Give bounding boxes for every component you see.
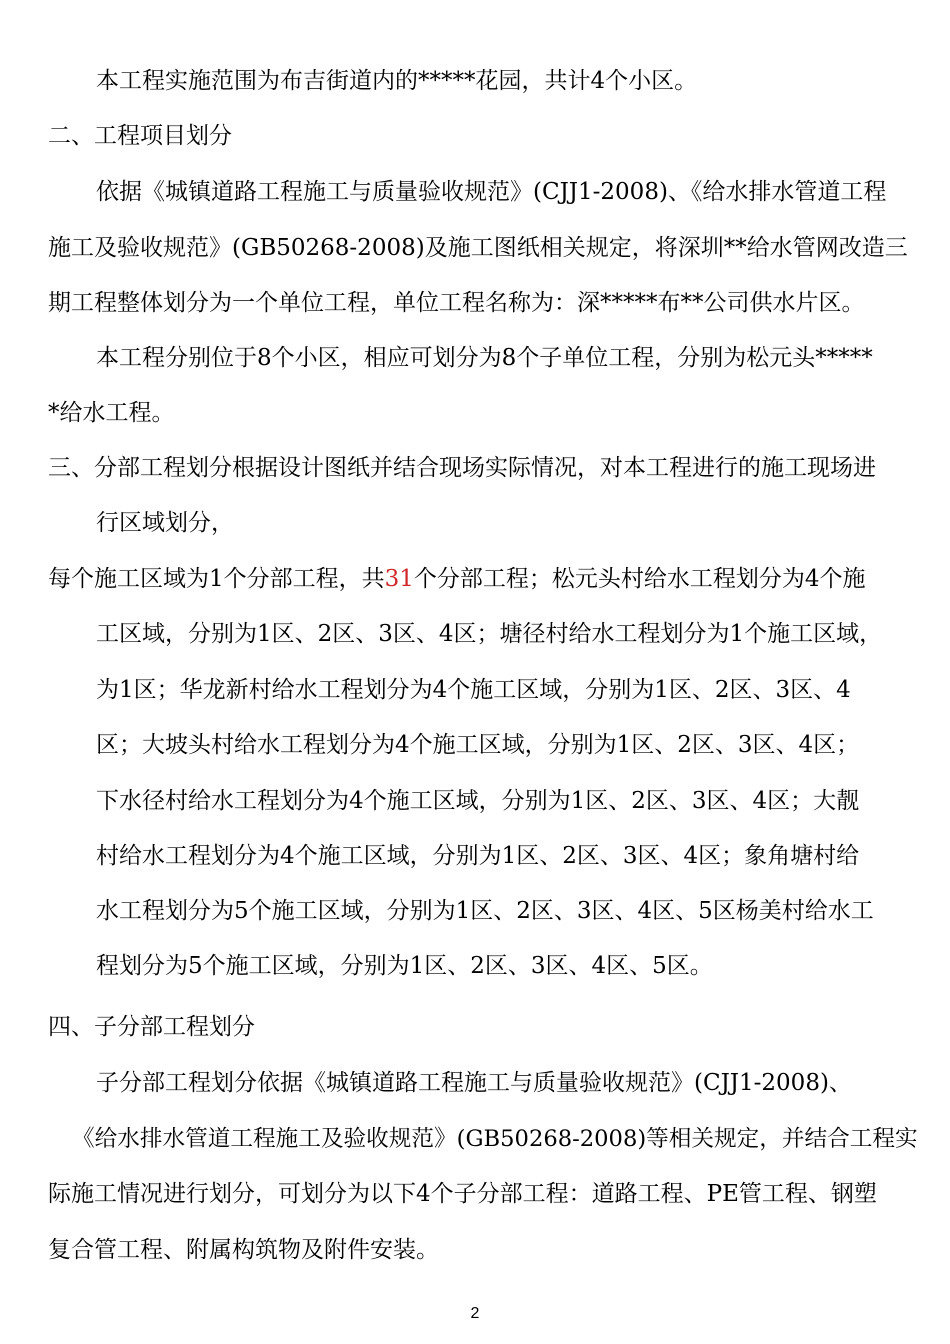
areas-text-before-count: 每个施工区域为1个分部工程，共 xyxy=(48,566,385,592)
paragraph-areas-line-2: 工区域，分别为1区、2区、3区、4区；塘径村给水工程划分为1个施工区域， xyxy=(96,621,883,647)
paragraph-sub-units-line-2: *给水工程。 xyxy=(48,400,175,426)
paragraph-sub-division-line-3: 际施工情况进行划分，可划分为以下4个子分部工程：道路工程、PE管工程、钢塑 xyxy=(48,1181,877,1207)
heading-sub-division: 四、子分部工程划分 xyxy=(48,1014,255,1040)
heading-division-works-line-2: 行区域划分， xyxy=(96,510,234,536)
paragraph-sub-division-line-1: 子分部工程划分依据《城镇道路工程施工与质量验收规范》(CJJ1-2008)、 xyxy=(96,1070,852,1096)
paragraph-basis-line-2: 施工及验收规范》(GB50268-2008)及施工图纸相关规定，将深圳**给水管网改造三 xyxy=(48,235,908,261)
paragraph-areas-line-3: 为1区；华龙新村给水工程划分为4个施工区域，分别为1区、2区、3区、4 xyxy=(96,677,851,703)
paragraph-areas-line-6: 村给水工程划分为4个施工区域，分别为1区、2区、3区、4区；象角塘村给 xyxy=(96,843,860,869)
heading-project-division: 二、工程项目划分 xyxy=(48,123,232,149)
paragraph-areas-line-7: 水工程划分为5个施工区域，分别为1区、2区、3区、4区、5区杨美村给水工 xyxy=(96,898,874,924)
division-count-highlight: 31 xyxy=(384,566,414,592)
areas-text-after-count: 个分部工程；松元头村给水工程划分为4个施 xyxy=(413,566,866,592)
paragraph-scope: 本工程实施范围为布吉街道内的*****花园，共计4个小区。 xyxy=(96,68,698,94)
paragraph-basis-line-3: 期工程整体划分为一个单位工程，单位工程名称为：深*****布**公司供水片区。 xyxy=(48,290,865,316)
paragraph-areas-line-8: 程划分为5个施工区域，分别为1区、2区、3区、4区、5区。 xyxy=(96,953,713,979)
paragraph-areas-line-4: 区；大坡头村给水工程划分为4个施工区域，分别为1区、2区、3区、4区； xyxy=(96,732,860,758)
paragraph-sub-division-line-4: 复合管工程、附属构筑物及附件安装。 xyxy=(48,1237,439,1263)
paragraph-areas-line-1 xyxy=(48,564,866,594)
paragraph-sub-division-line-2: 《给水排水管道工程施工及验收规范》(GB50268-2008)等相关规定，并结合工程实 xyxy=(72,1126,918,1152)
page-number: 2 xyxy=(470,1305,480,1322)
paragraph-basis-line-1: 依据《城镇道路工程施工与质量验收规范》(CJJ1-2008)、《给水排水管道工程 xyxy=(96,179,887,205)
paragraph-sub-units-line-1: 本工程分别位于8个小区，相应可划分为8个子单位工程，分别为松元头***** xyxy=(96,345,873,371)
paragraph-areas-line-5: 下水径村给水工程划分为4个施工区域，分别为1区、2区、3区、4区；大靓 xyxy=(96,788,860,814)
heading-division-works-line-1: 三、分部工程划分根据设计图纸并结合现场实际情况，对本工程进行的施工现场进 xyxy=(48,455,876,481)
